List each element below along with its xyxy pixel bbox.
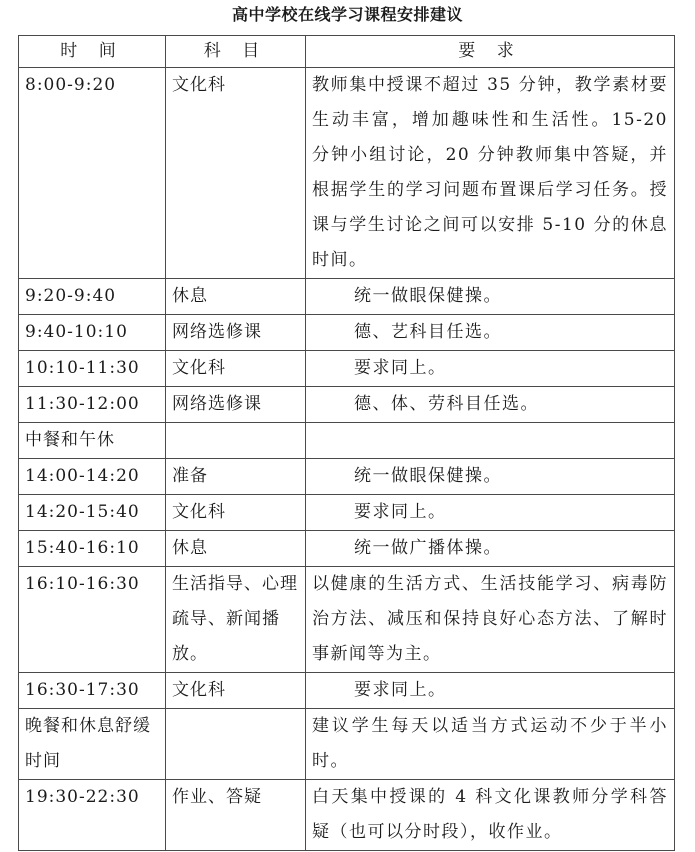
- subject-cell: 文化科: [166, 673, 306, 709]
- requirement-cell: [306, 423, 675, 459]
- time-cell: 16:10-16:30: [19, 567, 166, 673]
- subject-cell: 网络选修课: [166, 387, 306, 423]
- table-header-row: [19, 36, 675, 68]
- subject-cell: [166, 423, 306, 459]
- time-cell: 9:20-9:40: [19, 279, 166, 315]
- time-cell: 16:30-17:30: [19, 673, 166, 709]
- table-row: [19, 68, 675, 279]
- time-cell: 10:10-11:30: [19, 351, 166, 387]
- requirement-cell: 统一做眼保健操。: [306, 459, 675, 495]
- header-time: 时 间: [19, 36, 166, 68]
- page-title: 高中学校在线学习课程安排建议: [231, 5, 463, 24]
- time-cell: 8:00-9:20: [19, 68, 166, 279]
- subject-cell: 生活指导、心理疏导、新闻播放。: [166, 567, 306, 673]
- table-row: [19, 567, 675, 673]
- subject-cell: 准备: [166, 459, 306, 495]
- table-row: [19, 315, 675, 351]
- time-cell: 11:30-12:00: [19, 387, 166, 423]
- table-row: [19, 351, 675, 387]
- time-cell: 中餐和午休: [19, 423, 166, 459]
- subject-cell: 网络选修课: [166, 315, 306, 351]
- subject-cell: 作业、答疑: [166, 780, 306, 851]
- time-cell: 14:00-14:20: [19, 459, 166, 495]
- requirement-cell: 教师集中授课不超过 35 分钟，教学素材要生动丰富，增加趣味性和生活性。15-20 分钟小组讨论，20 分钟教师集中答疑，并根据学生的学习问题布置课后学习任务。授课与学生讨论之间可以安排 5-10 分的休息时间。: [306, 68, 675, 279]
- subject-cell: 文化科: [166, 68, 306, 279]
- requirement-cell: 白天集中授课的 4 科文化课教师分学科答疑（也可以分时段），收作业。: [306, 780, 675, 851]
- time-cell: 14:20-15:40: [19, 495, 166, 531]
- table-row: [19, 531, 675, 567]
- time-cell: 晚餐和休息舒缓时间: [19, 709, 166, 780]
- requirement-cell: 统一做眼保健操。: [306, 279, 675, 315]
- requirement-cell: 建议学生每天以适当方式运动不少于半小时。: [306, 709, 675, 780]
- table-row: [19, 423, 675, 459]
- header-requirement: 要 求: [306, 36, 675, 68]
- schedule-table: [18, 35, 675, 851]
- table-row: [19, 459, 675, 495]
- subject-cell: 文化科: [166, 351, 306, 387]
- subject-cell: 休息: [166, 531, 306, 567]
- header-subject: 科 目: [166, 36, 306, 68]
- table-row: [19, 673, 675, 709]
- table-row: [19, 495, 675, 531]
- time-cell: 15:40-16:10: [19, 531, 166, 567]
- table-row: [19, 387, 675, 423]
- table-row: [19, 279, 675, 315]
- requirement-cell: 要求同上。: [306, 495, 675, 531]
- requirement-cell: 要求同上。: [306, 351, 675, 387]
- requirement-cell: 德、体、劳科目任选。: [306, 387, 675, 423]
- subject-cell: 文化科: [166, 495, 306, 531]
- requirement-cell: 以健康的生活方式、生活技能学习、病毒防治方法、减压和保持良好心态方法、了解时事新闻等为主。: [306, 567, 675, 673]
- subject-cell: 休息: [166, 279, 306, 315]
- table-row: [19, 709, 675, 780]
- table-row: [19, 780, 675, 851]
- time-cell: 19:30-22:30: [19, 780, 166, 851]
- requirement-cell: 德、艺科目任选。: [306, 315, 675, 351]
- subject-cell: [166, 709, 306, 780]
- requirement-cell: 要求同上。: [306, 673, 675, 709]
- requirement-cell: 统一做广播体操。: [306, 531, 675, 567]
- time-cell: 9:40-10:10: [19, 315, 166, 351]
